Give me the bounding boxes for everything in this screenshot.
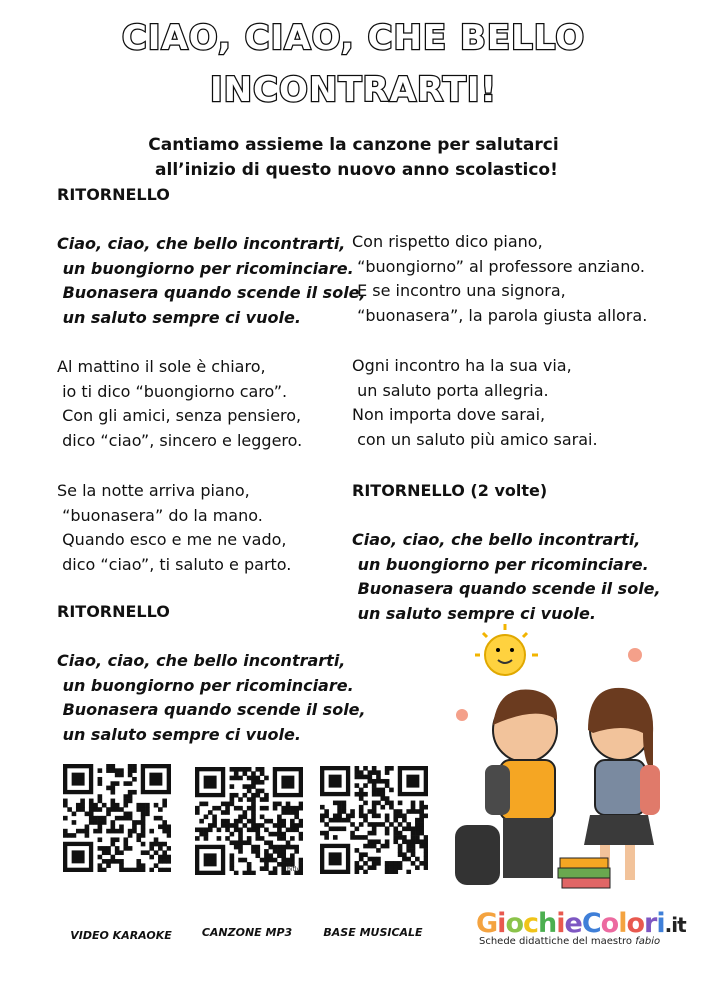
logo-letter: i [497,908,506,939]
logo-letter: e [564,908,582,939]
logo-letter: o [600,908,619,939]
giochiecolori-logo[interactable] [476,908,686,939]
children-high-five-illustration [440,620,690,900]
chorus: Ciao, ciao, che bello incontrarti, un buongiorno per ricominciare. Buonasera quando scende il sole, un saluto sempre ci vuole. [57,651,366,744]
qr-code-base-musicale[interactable] [320,766,428,874]
logo-letter: i [656,908,665,939]
qr-label: CANZONE MP3 [201,926,293,939]
sun-icon [485,635,525,675]
logo-letter: r [644,908,657,939]
logo-letter: .it [664,913,686,937]
boy [455,689,557,885]
logo-letter: C [581,908,601,939]
logo-letter: o [505,908,523,939]
refrain-heading: RITORNELLO [57,185,170,204]
qr-tag: bitly [287,866,301,873]
girl [584,688,660,880]
logo-letter: i [556,908,565,939]
verse-2: Se la notte arriva piano, “buonasera” do la mano. Quando esco e me ne vado, dico “ciao”, ti saluto e parto. [57,481,292,574]
refrain-heading: RITORNELLO (2 volte) [352,481,548,500]
verse-4: Ogni incontro ha la sua via, un saluto porta allegria. Non importa dove sarai, con un saluto più amico sarai. [352,356,598,449]
title-line-1: CIAO, CIAO, CHE BELLO [121,18,586,58]
tagline-name: fabio [635,936,661,947]
logo-tagline [479,936,660,947]
logo-letter: o [626,908,645,939]
chorus: Ciao, ciao, che bello incontrarti, un buongiorno per ricominciare. Buonasera quando scende il sole, un saluto sempre ci vuole. [352,530,661,623]
refrain-heading: RITORNELLO [57,602,170,621]
qr-code-canzone-mp3[interactable] [195,767,303,875]
verse-3: Con rispetto dico piano, “buongiorno” al professore anziano. E se incontro una signora, “buonasera”, la parola giusta allora. [352,232,648,325]
qr-code-video-karaoke[interactable] [63,764,171,872]
qr-label: BASE MUSICALE [323,926,423,939]
logo-letter: G [476,908,498,939]
qr-label: VIDEO KARAOKE [70,929,172,942]
books-icon [558,858,610,888]
logo-letter: h [538,908,557,939]
verse-1: Al mattino il sole è chiaro, io ti dico “buongiorno caro”. Con gli amici, senza pensiero, dico “ciao”, sincero e leggero. [57,357,303,450]
tagline-text: Schede didattiche del maestro [479,936,636,947]
subtitle: Cantiamo assieme la canzone per salutarci all’inizio di questo nuovo anno scolastico! [148,135,559,180]
chorus: Ciao, ciao, che bello incontrarti, un buongiorno per ricominciare. Buonasera quando scende il sole, un saluto sempre ci vuole. [57,234,366,327]
logo-letter: c [523,908,539,939]
title-line-2: INCONTRARTI! [209,70,498,110]
logo-letter: l [618,908,627,939]
